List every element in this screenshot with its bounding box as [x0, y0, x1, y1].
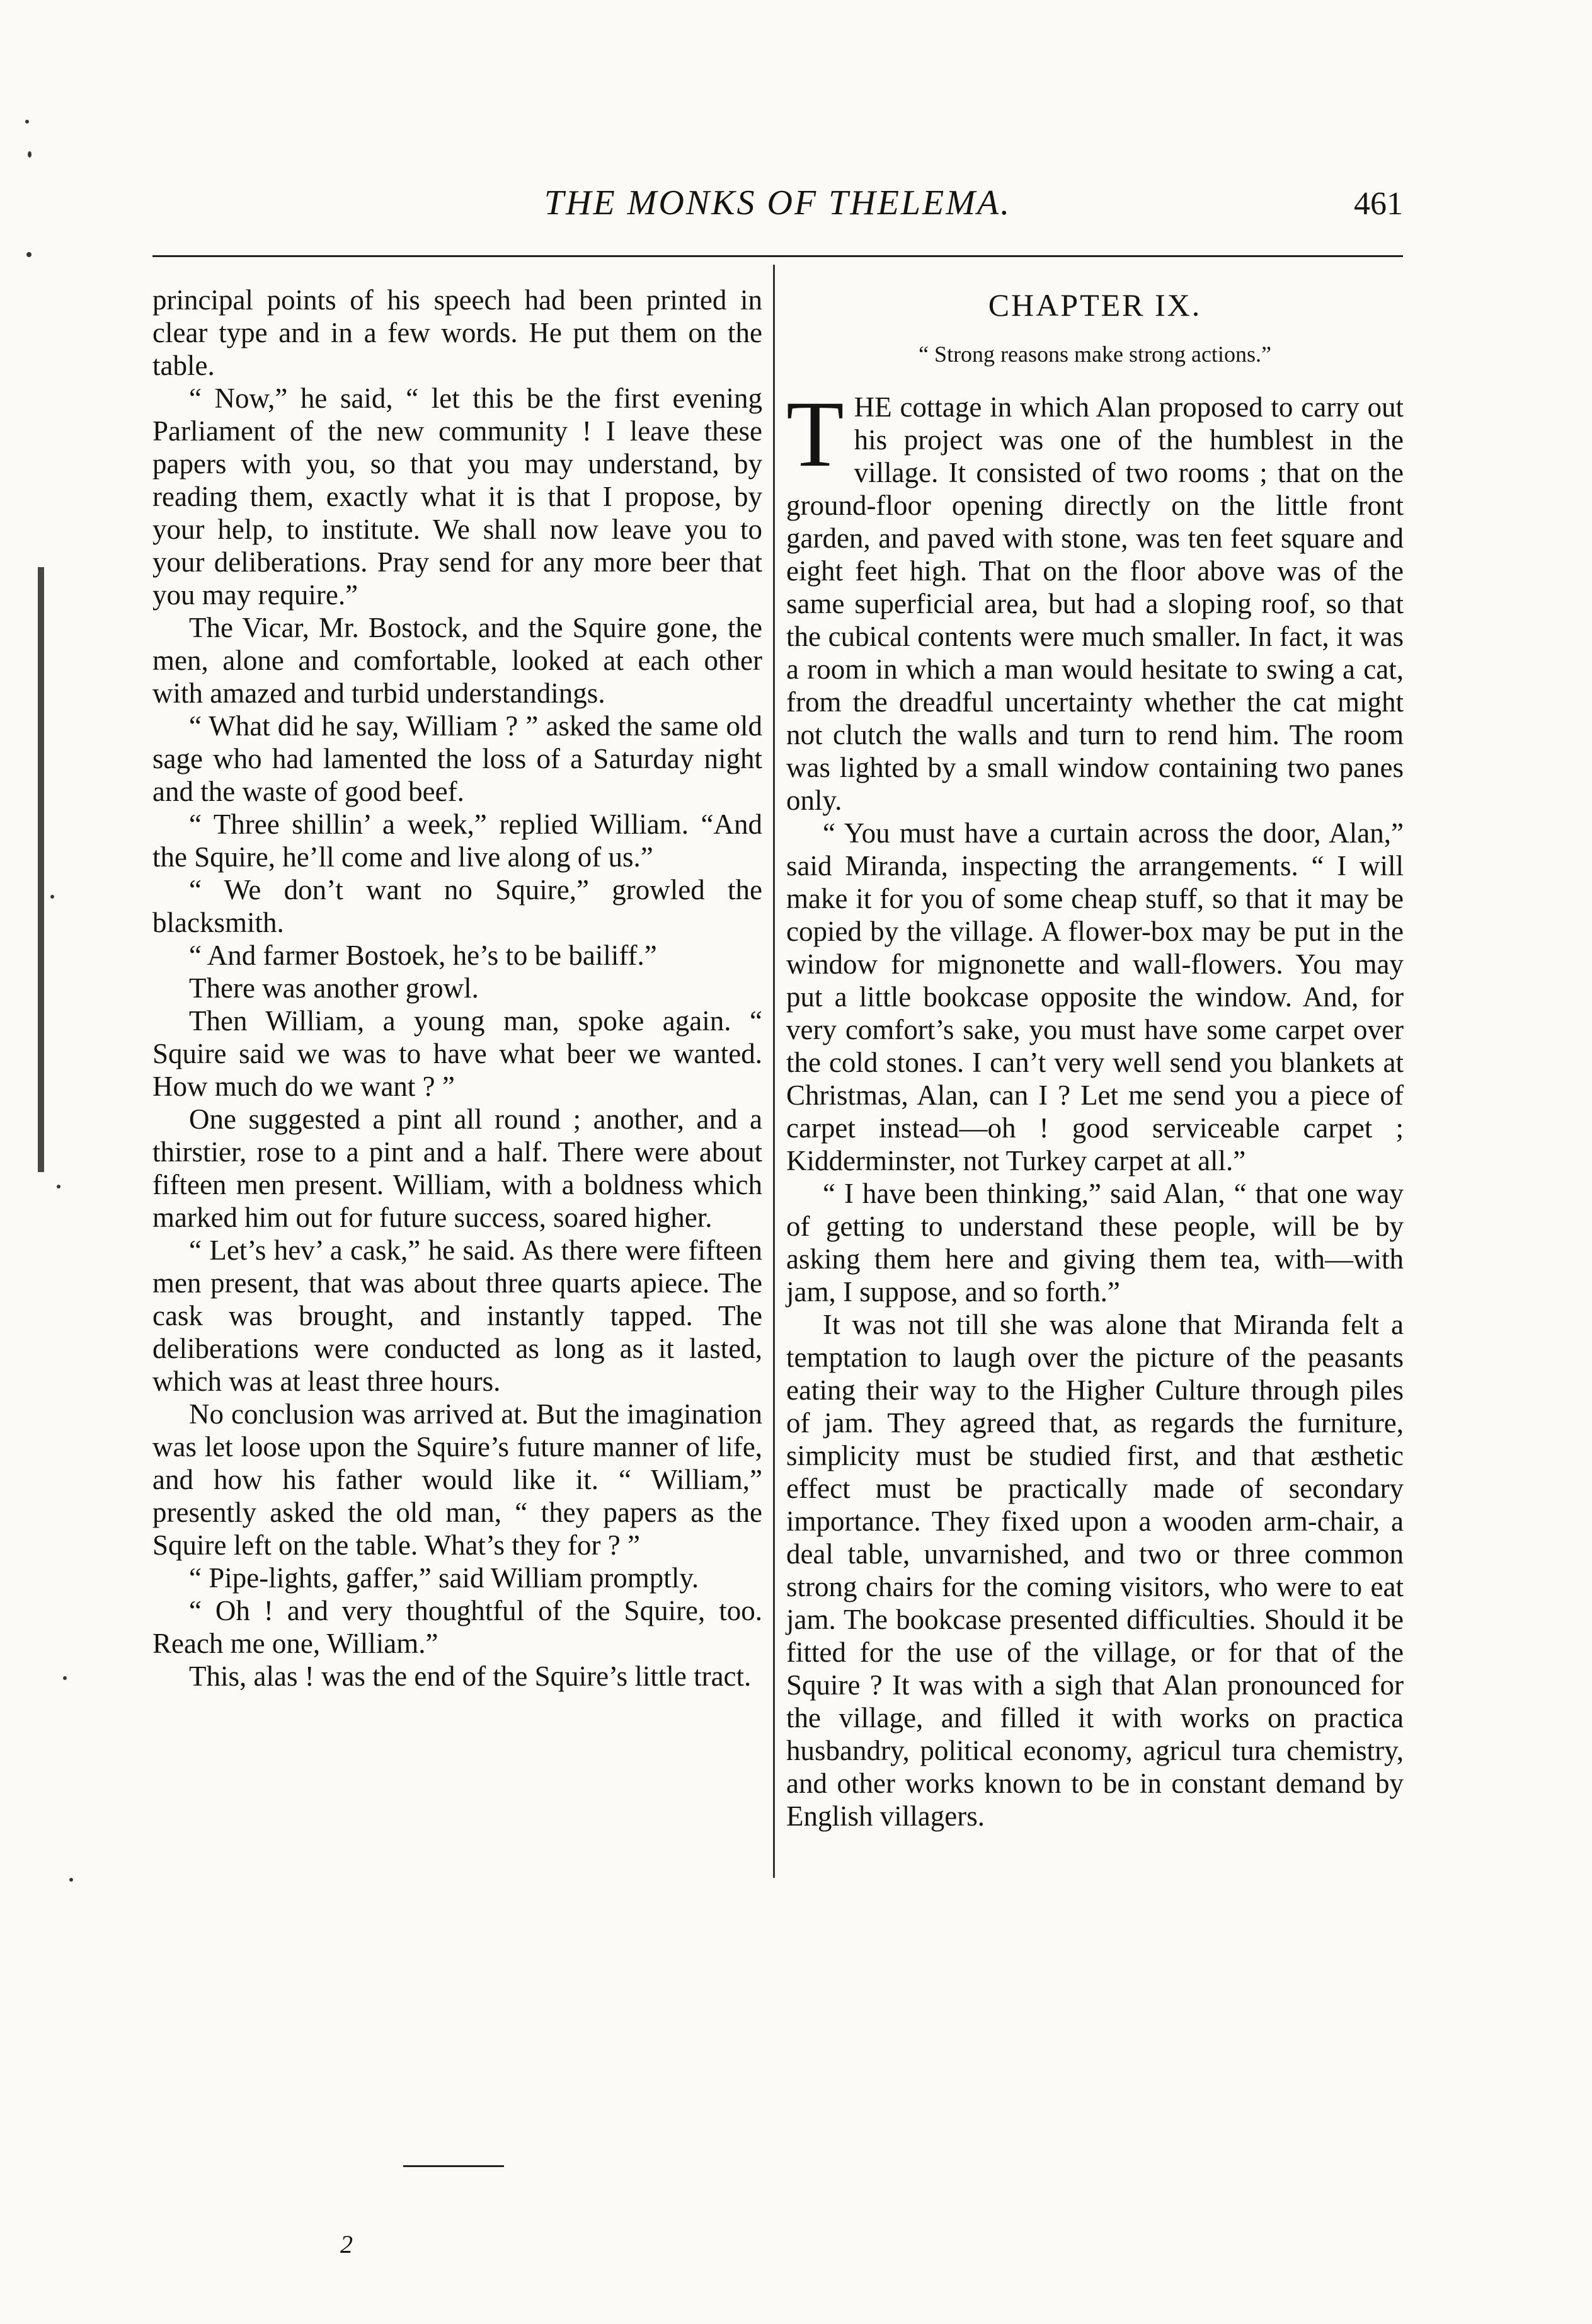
opening-paragraph	[786, 382, 1404, 817]
signature-mark: 2	[340, 2230, 353, 2258]
paragraph: “ Now,” he said, “ let this be the first evening Parliament of the new community ! I leave these papers with you, so that you may understand, by reading them, exactly what it is that I propose, by your help, to institute. We shall now leave you to your deliberations. Pray send for any more beer that you may require.”	[152, 383, 762, 611]
paragraph: “ I have been thinking,” said Alan, “ that one way of getting to understand these people, will be by asking them here and giving them tea, with—with jam, I suppose, and so forth.”	[786, 1178, 1404, 1308]
running-head	[152, 169, 1403, 232]
paragraph: “ Pipe-lights, gaffer,” said William promptly.	[189, 1562, 699, 1594]
paragraph: “ Let’s hev’ a cask,” he said. As there were fifteen men present, that was about three quarts apiece. The cask was brought, and instantly tapped. The deliberations were conducted as long as it lasted, which was at least three hours.	[152, 1234, 762, 1397]
paragraph: There was another growl.	[189, 972, 479, 1004]
column-divider	[773, 265, 775, 1878]
epigraph: “ Strong reasons make strong actions.”	[919, 342, 1271, 367]
running-title: THE MONKS OF THELEMA.	[544, 183, 1012, 222]
right-column	[786, 284, 1404, 1832]
paragraph: “ What did he say, William ? ” asked the same old sage who had lamented the loss of a Saturday night and the waste of good beef.	[152, 710, 762, 807]
page-speck	[69, 1878, 73, 1882]
paragraph: “ And farmer Bostoek, he’s to be bailiff.”	[189, 940, 657, 971]
paragraph: “ You must have a curtain across the door, Alan,” said Miranda, inspecting the arrangements. “ I will make it for you of some cheap stuff, so that it may be copied by the village. A flower-box may be put in the window for mignonette and wall-flowers. You may put a little bookcase opposite the window. And, for very comfort’s sake, you must have some carpet over the cold stones. I can’t very well send you blankets at Christmas, Alan, can I ? Let me send you a piece of carpet instead—oh ! good serviceable carpet ; Kidderminster, not Turkey carpet at all.”	[786, 817, 1404, 1176]
opening-paragraph-text: HE cottage in which Alan proposed to carry out his project was one of the humblest in the village. It consisted of two rooms ; that on the ground-floor opening directly on the little front garden, and paved with stone, was ten feet square and eight feet high. That on the floor above was of the same superficial area, but had a sloping roof, so that the cubical contents were much smaller. In fact, it was a room in which a man would hesitate to swing a cat, from the dreadful uncertainty whether the cat might not clutch the walls and turn to rend him. The room was lighted by a small window containing two panes only.	[786, 391, 1404, 816]
section-end-rule	[403, 2165, 504, 2167]
page-speck	[28, 151, 31, 158]
page-speck	[63, 1676, 67, 1680]
paragraph: Then William, a young man, spoke again. “ Squire said we was to have what beer we wanted. How much do we want ? ”	[152, 1005, 762, 1102]
binding-edge-shadow	[38, 567, 44, 1172]
paragraph: No conclusion was arrived at. But the imagination was let loose upon the Squire’s future manner of life, and how his father would like it. “ William,” presently asked the old man, “ they papers as the Squire left on the table. What’s they for ? ”	[152, 1398, 762, 1561]
page-speck	[26, 252, 31, 257]
paragraph: This, alas ! was the end of the Squire’s little tract.	[189, 1660, 752, 1692]
paragraph: One suggested a pint all round ; another, and a thirstier, rose to a pint and a half. There were about fifteen men present. William, with a boldness which marked him out for future success, soared higher.	[152, 1103, 762, 1233]
paragraph: “ We don’t want no Squire,” growled the blacksmith.	[152, 874, 762, 938]
paragraph: principal points of his speech had been printed in clear type and in a few words. He put them on the table.	[152, 284, 762, 381]
page-speck	[57, 1185, 60, 1188]
paragraph: “ Oh ! and very thoughtful of the Squire, too. Reach me one, William.”	[152, 1595, 762, 1659]
paragraph: The Vicar, Mr. Bostock, and the Squire gone, the men, alone and comfortable, looked at each other with amazed and turbid understandings.	[152, 612, 762, 709]
header-rule	[152, 255, 1403, 257]
page-number: 461	[1354, 186, 1403, 222]
page-speck	[50, 895, 54, 899]
page-speck	[25, 120, 29, 124]
drop-cap: T	[786, 382, 844, 486]
left-column	[152, 284, 762, 1693]
paragraph: “ Three shillin’ a week,” replied William. “And the Squire, he’ll come and live along of us.”	[152, 808, 762, 873]
chapter-title: CHAPTER IX.	[988, 287, 1202, 323]
paragraph: It was not till she was alone that Miranda felt a temptation to laugh over the picture of the peasants eating their way to the Higher Culture through piles of jam. They agreed that, as regards the furniture, simplicity must be studied first, and that æsthetic effect must be practically made of secondary importance. They fixed upon a wooden arm-chair, a deal table, unvarnished, and two or three common strong chairs for the coming visitors, who were to eat jam. The bookcase presented difficulties. Should it be fitted for the use of the village, or for that of the Squire ? It was with a sigh that Alan pronounced for the village, and filled it with works on practica husbandry, political economy, agricul tura chemistry, and other works known to be in constant demand by English villagers.	[786, 1309, 1404, 1832]
